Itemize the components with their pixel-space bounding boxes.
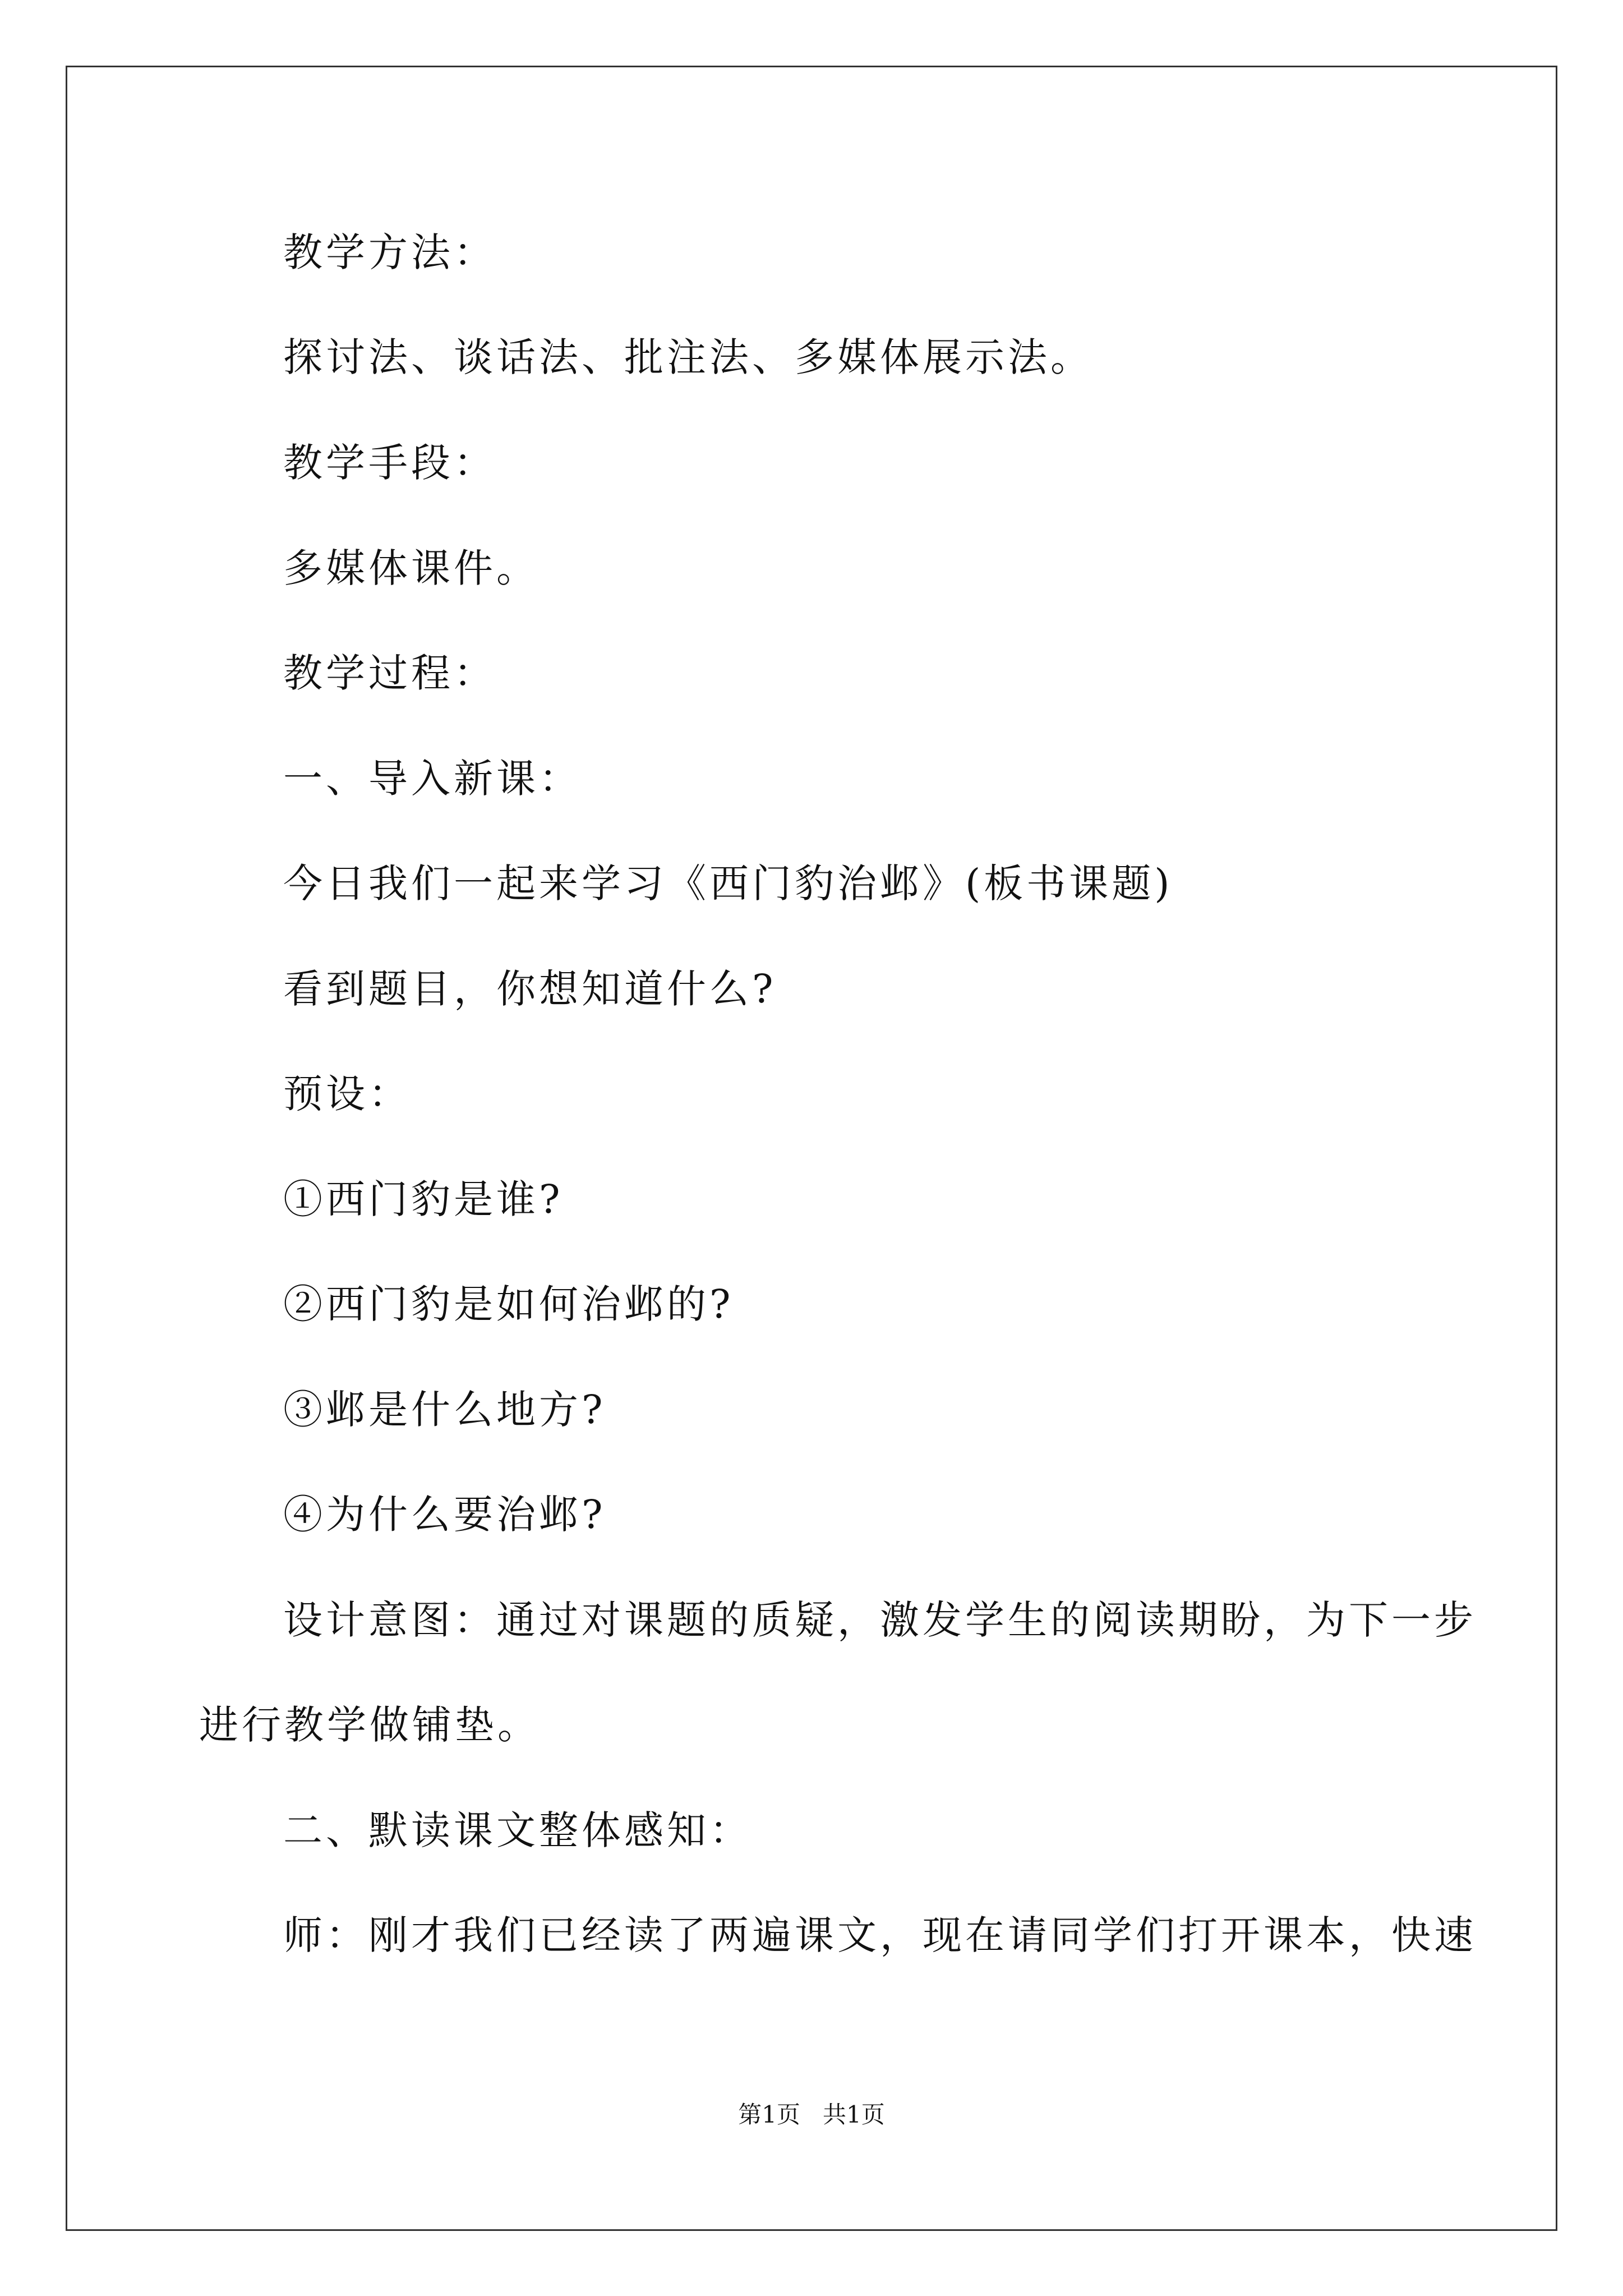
section-heading: 一、导入新课： — [283, 756, 582, 802]
list-item: ①西门豹是谁? — [283, 1176, 564, 1222]
paragraph-line: 预设： — [283, 1071, 411, 1117]
page-footer: 第1页 共1页 — [738, 2101, 885, 2128]
paragraph-line: 今日我们一起来学习《西门豹治邺》(板书课题) — [283, 861, 1173, 907]
paragraph-line: 教学方法： — [283, 229, 496, 275]
page-border — [66, 66, 1557, 2231]
section-heading: 二、默读课文整体感知： — [283, 1807, 752, 1853]
paragraph-line: 看到题目，你想知道什么? — [283, 966, 777, 1012]
paragraph-line: 教学过程： — [283, 650, 496, 696]
paragraph-line: 探讨法、谈话法、批注法、多媒体展示法。 — [283, 334, 1093, 380]
paragraph-line: 教学手段： — [283, 440, 496, 486]
paragraph-line: 多媒体课件。 — [283, 545, 539, 591]
list-item: ④为什么要治邺? — [283, 1492, 606, 1538]
paragraph-line: 师：刚才我们已经读了两遍课文，现在请同学们打开课本，快速 — [283, 1912, 1477, 1958]
paragraph-line: 进行教学做铺垫。 — [199, 1702, 540, 1748]
list-item: ③邺是什么地方? — [283, 1387, 606, 1433]
paragraph-line: 设计意图：通过对课题的质疑，激发学生的阅读期盼，为下一步 — [283, 1597, 1477, 1643]
list-item: ②西门豹是如何治邺的? — [283, 1281, 734, 1327]
